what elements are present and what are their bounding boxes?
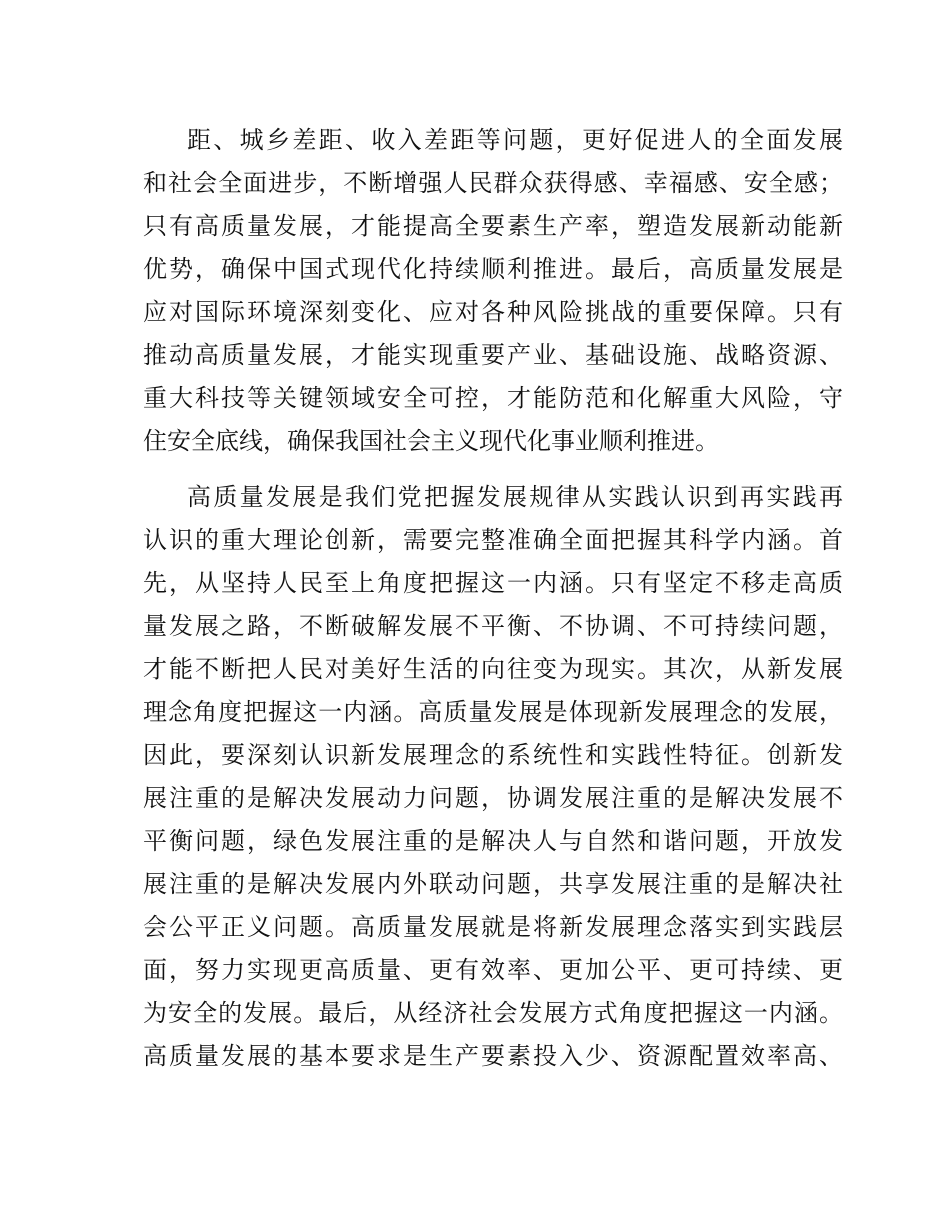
text-line: 理念角度把握这一内涵。高质量发展是体现新发展理念的发展， — [143, 698, 843, 726]
text-line: 展注重的是解决发展动力问题，协调发展注重的是解决发展不 — [143, 784, 843, 812]
text-line: 重大科技等关键领域安全可控，才能防范和化解重大风险，守 — [143, 384, 843, 412]
text-line: 因此，要深刻认识新发展理念的系统性和实践性特征。创新发 — [143, 741, 843, 769]
text-line: 认识的重大理论创新，需要完整准确全面把握其科学内涵。首 — [143, 526, 843, 554]
text-line: 优势，确保中国式现代化持续顺利推进。最后，高质量发展是 — [143, 255, 843, 283]
text-line: 住安全底线，确保我国社会主义现代化事业顺利推进。 — [143, 427, 719, 455]
text-line: 应对国际环境深刻变化、应对各种风险挑战的重要保障。只有 — [143, 298, 843, 326]
text-line: 距、城乡差距、收入差距等问题，更好促进人的全面发展 — [187, 126, 843, 154]
text-line: 会公平正义问题。高质量发展就是将新发展理念落实到实践层 — [143, 913, 843, 941]
text-line: 高质量发展的基本要求是生产要素投入少、资源配置效率高、 — [143, 1042, 843, 1070]
text-line: 量发展之路，不断破解发展不平衡、不协调、不可持续问题， — [143, 612, 843, 640]
text-line: 只有高质量发展，才能提高全要素生产率，塑造发展新动能新 — [143, 212, 843, 240]
text-line: 推动高质量发展，才能实现重要产业、基础设施、战略资源、 — [143, 341, 843, 369]
text-line: 展注重的是解决发展内外联动问题，共享发展注重的是解决社 — [143, 870, 843, 898]
text-line: 先，从坚持人民至上角度把握这一内涵。只有坚定不移走高质 — [143, 569, 843, 597]
text-line: 为安全的发展。最后，从经济社会发展方式角度把握这一内涵。 — [143, 999, 843, 1027]
text-line: 平衡问题，绿色发展注重的是解决人与自然和谐问题，开放发 — [143, 827, 843, 855]
text-line: 高质量发展是我们党把握发展规律从实践认识到再实践再 — [187, 483, 843, 511]
text-line: 面，努力实现更高质量、更有效率、更加公平、更可持续、更 — [143, 956, 843, 984]
text-line: 才能不断把人民对美好生活的向往变为现实。其次，从新发展 — [143, 655, 843, 683]
text-line: 和社会全面进步，不断增强人民群众获得感、幸福感、安全感； — [143, 169, 843, 197]
